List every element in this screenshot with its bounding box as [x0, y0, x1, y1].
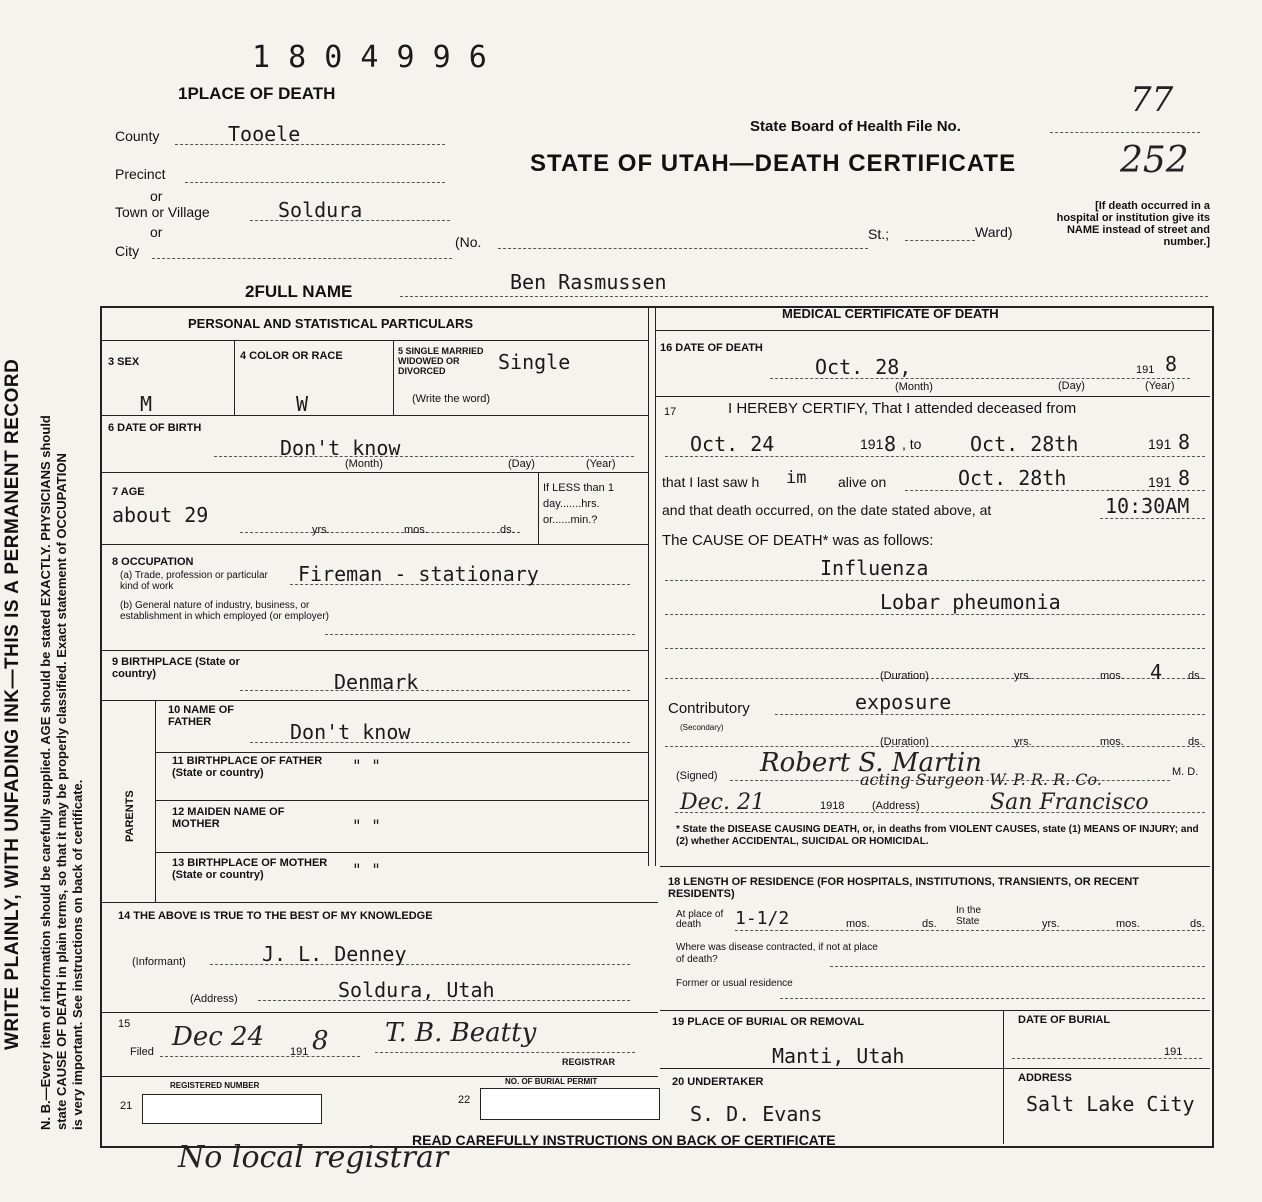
informant-value: J. L. Denney	[262, 942, 407, 966]
burial-year: 191	[1164, 1046, 1183, 1058]
contrib-duration-label: (Duration)	[880, 736, 929, 748]
full-name-value: Ben Rasmussen	[510, 270, 667, 294]
death-day-label: (Day)	[1058, 380, 1085, 392]
attended-from: Oct. 24	[690, 432, 775, 456]
alive-label: alive on	[838, 474, 887, 490]
residence-ds-label: ds.	[922, 918, 937, 930]
state-yrs-label: yrs.	[1042, 918, 1060, 930]
attended-to-y: 8	[1178, 430, 1191, 454]
permit-num: 22	[458, 1094, 471, 1106]
attended-from-year: 191	[860, 436, 884, 452]
contrib-mos-label: mos.	[1100, 736, 1124, 748]
residence-value: 1-1/2	[735, 908, 790, 929]
mother-birthplace-label: 13 BIRTHPLACE OF MOTHER (State or country)	[172, 857, 328, 881]
county-value: Tooele	[228, 122, 301, 146]
margin-line-2: state CAUSE OF DEATH in plain terms, so that it may be properly classified. Exact statement of OCCUPATION	[54, 453, 69, 1130]
death-time: 10:30AM	[1105, 494, 1190, 518]
county-label: County	[115, 128, 160, 144]
duration-ds-label: ds.	[1188, 670, 1203, 682]
registered-number-label: REGISTERED NUMBER	[170, 1081, 260, 1090]
sign-date: Dec. 21	[680, 790, 765, 815]
city-label: City	[115, 243, 140, 259]
burial-date-label: DATE OF BURIAL	[1018, 1014, 1111, 1026]
filed-year: 8	[312, 1026, 329, 1056]
residence-mos-label: mos.	[846, 918, 870, 930]
footer-instructions: READ CAREFULLY INSTRUCTIONS ON BACK OF CERTIFICATE	[412, 1132, 836, 1148]
margin-line-1: N. B.—Every item of information should be carefully supplied. AGE should be stated EXACTLY. PHYSICIANS should	[38, 415, 53, 1130]
sign-year: 1918	[820, 800, 845, 812]
state-ds-label: ds.	[1190, 918, 1205, 930]
mother-label: 12 MAIDEN NAME OF MOTHER	[172, 806, 285, 830]
personal-heading: PERSONAL AND STATISTICAL PARTICULARS	[188, 316, 474, 331]
dob-day-label: (Day)	[508, 458, 535, 470]
cause-1: Influenza	[820, 556, 929, 580]
physician-signature: Robert S. Martin	[760, 748, 982, 778]
former-label: Former or usual residence	[676, 978, 793, 989]
hospital-note: [If death occurred in a hospital or institution give its NAME instead of street and number.]	[1056, 200, 1210, 248]
or-label-2: or	[150, 224, 163, 240]
to-label: , to	[902, 436, 922, 452]
undertaker-address: Salt Lake City	[1026, 1092, 1195, 1116]
age-mos-label: mos.	[404, 524, 428, 536]
death-date-value: Oct. 28,	[815, 355, 912, 379]
burial-place: Manti, Utah	[772, 1044, 905, 1068]
at-place-label: At place of death	[676, 909, 724, 930]
age-label: 7 AGE	[112, 486, 145, 498]
street-no-label: (No.	[455, 234, 482, 250]
attended-to-year: 191	[1148, 436, 1172, 452]
occupation-value: Fireman - stationary	[298, 562, 539, 586]
cause-label: The CAUSE OF DEATH* was as follows:	[662, 532, 934, 549]
last-saw-year: 191	[1148, 474, 1172, 490]
birthplace-value: Denmark	[334, 670, 419, 694]
mother-value: " "	[352, 816, 381, 835]
margin-line-3: is very important. See instructions on back of certificate.	[70, 779, 85, 1130]
undertaker-value: S. D. Evans	[690, 1102, 823, 1126]
ward-label: Ward)	[975, 224, 1013, 240]
less-than-label: If LESS than 1 day.......hrs. or......min.?	[543, 482, 614, 526]
handwritten-ref: 252	[1120, 140, 1189, 181]
signed-label: (Signed)	[676, 770, 718, 782]
secondary-label: (Secondary)	[680, 723, 724, 732]
last-saw-date: Oct. 28th	[958, 466, 1067, 490]
filed-date: Dec 24	[172, 1022, 265, 1052]
age-yrs-label: yrs.	[312, 524, 330, 536]
footer-note: No local registrar	[178, 1140, 449, 1175]
marital-write-label: (Write the word)	[412, 393, 491, 405]
knowledge-label: 14 THE ABOVE IS TRUE TO THE BEST OF MY KNOWLEDGE	[118, 910, 433, 922]
birthplace-label: 9 BIRTHPLACE (State or country)	[112, 656, 240, 680]
sign-address-label: (Address)	[872, 800, 920, 812]
state-mos-label: mos.	[1116, 918, 1140, 930]
duration-yrs-label: yrs.	[1014, 670, 1032, 682]
signer-title: acting Surgeon W. P. R. R. Co.	[860, 770, 1102, 789]
contributory-label: Contributory	[668, 700, 750, 717]
duration-ds-value: 4	[1150, 660, 1163, 684]
informant-address-label: (Address)	[190, 993, 238, 1005]
burial-permit-label: NO. OF BURIAL PERMIT	[505, 1077, 598, 1086]
or-label-1: or	[150, 188, 163, 204]
occurred-label: and that death occurred, on the date stated above, at	[662, 502, 992, 518]
cause-note: * State the DISEASE CAUSING DEATH, or, in deaths from VIOLENT CAUSES, state (1) MEANS OF INJURY; and (2) whether ACCIDENTAL, SUICIDAL OR HOMICIDAL.	[676, 824, 1199, 847]
dob-month-label: (Month)	[345, 458, 383, 470]
parents-label: PARENTS	[124, 790, 136, 842]
burial-permit-box[interactable]	[480, 1088, 660, 1120]
death-year-prefix: 191	[1136, 364, 1155, 376]
medical-heading: MEDICAL CERTIFICATE OF DEATH	[782, 306, 999, 321]
filed-num: 15	[118, 1018, 131, 1030]
sex-value: M	[140, 392, 153, 416]
duration-label: (Duration)	[880, 670, 929, 682]
last-saw-y: 8	[1178, 466, 1191, 490]
burial-label: 19 PLACE OF BURIAL OR REMOVAL	[672, 1016, 865, 1028]
reg-num: 21	[120, 1100, 133, 1112]
md-label: M. D.	[1172, 766, 1199, 778]
margin-big-text: WRITE PLAINLY, WITH UNFADING INK—THIS IS A PERMANENT RECORD	[2, 358, 23, 1050]
informant-label: (Informant)	[132, 956, 186, 968]
undertaker-label: 20 UNDERTAKER	[672, 1076, 764, 1088]
town-value: Soldura	[278, 198, 363, 222]
certify-text: I HEREBY CERTIFY, That I attended deceased from	[728, 400, 1077, 417]
marital-label: 5 SINGLE MARRIED WIDOWED OR DIVORCED	[398, 346, 484, 376]
registrar-label: REGISTRAR	[562, 1057, 616, 1067]
marital-value: Single	[498, 350, 571, 374]
precinct-label: Precinct	[115, 166, 166, 182]
occupation-label: 8 OCCUPATION	[112, 556, 194, 568]
town-label: Town or Village	[115, 204, 210, 220]
sign-address: San Francisco	[990, 790, 1149, 815]
father-value: Don't know	[290, 720, 411, 744]
death-year-label: (Year)	[1145, 380, 1175, 392]
street-label: St.;	[868, 226, 890, 242]
father-birthplace-value: " "	[352, 756, 381, 775]
contrib-yrs-label: yrs.	[1014, 736, 1032, 748]
filed-year-prefix: 191	[290, 1046, 309, 1058]
certificate-number: 1 8 0 4 9 9 6	[252, 40, 487, 75]
death-year-digit: 8	[1165, 352, 1178, 376]
undertaker-address-label: ADDRESS	[1018, 1072, 1072, 1084]
age-value: about 29	[112, 503, 209, 527]
him-value: im	[786, 468, 807, 488]
attended-from-y: 8	[884, 432, 897, 456]
board-label: State Board of Health File No.	[750, 118, 961, 135]
occupation-b-label: (b) General nature of industry, business, or establishment in which employed (or employer)	[120, 600, 329, 622]
father-birthplace-label: 11 BIRTHPLACE OF FATHER (State or country)	[172, 755, 323, 779]
sex-label: 3 SEX	[108, 356, 140, 368]
residence-label: 18 LENGTH OF RESIDENCE (FOR HOSPITALS, INSTITUTIONS, TRANSIENTS, OR RECENT RESIDENTS)	[668, 876, 1139, 900]
certify-num: 17	[664, 406, 677, 418]
attended-to: Oct. 28th	[970, 432, 1079, 456]
place-heading: 1PLACE OF DEATH	[178, 84, 336, 103]
color-value: W	[296, 392, 309, 416]
occupation-a-label: (a) Trade, profession or particular kind of work	[120, 570, 268, 592]
dob-value: Don't know	[280, 436, 401, 460]
age-ds-label: ds.	[500, 524, 515, 536]
father-label: 10 NAME OF FATHER	[168, 704, 235, 728]
full-name-label: 2FULL NAME	[245, 282, 353, 301]
in-state-label: In the State	[956, 905, 982, 927]
dob-year-label: (Year)	[586, 458, 616, 470]
filed-label: Filed	[130, 1046, 154, 1058]
contributory-value: exposure	[855, 690, 952, 714]
registrar-signature: T. B. Beatty	[385, 1018, 537, 1048]
informant-address-value: Soldura, Utah	[338, 978, 495, 1002]
duration-mos-label: mos.	[1100, 670, 1124, 682]
death-month-label: (Month)	[895, 381, 933, 393]
dob-label: 6 DATE OF BIRTH	[108, 422, 202, 434]
state-file-no: 77	[1130, 80, 1174, 120]
contracted-label: Where was disease contracted, if not at place of death?	[676, 942, 878, 965]
registered-number-box[interactable]	[142, 1094, 322, 1124]
cause-2: Lobar pheumonia	[880, 590, 1061, 614]
death-date-label: 16 DATE OF DEATH	[660, 342, 763, 354]
mother-birthplace-value: " "	[352, 860, 381, 879]
certificate-title: STATE OF UTAH—DEATH CERTIFICATE	[530, 150, 1017, 177]
last-saw-label: that I last saw h	[662, 474, 760, 490]
color-label: 4 COLOR OR RACE	[240, 350, 343, 362]
contrib-ds-label: ds.	[1188, 736, 1203, 748]
